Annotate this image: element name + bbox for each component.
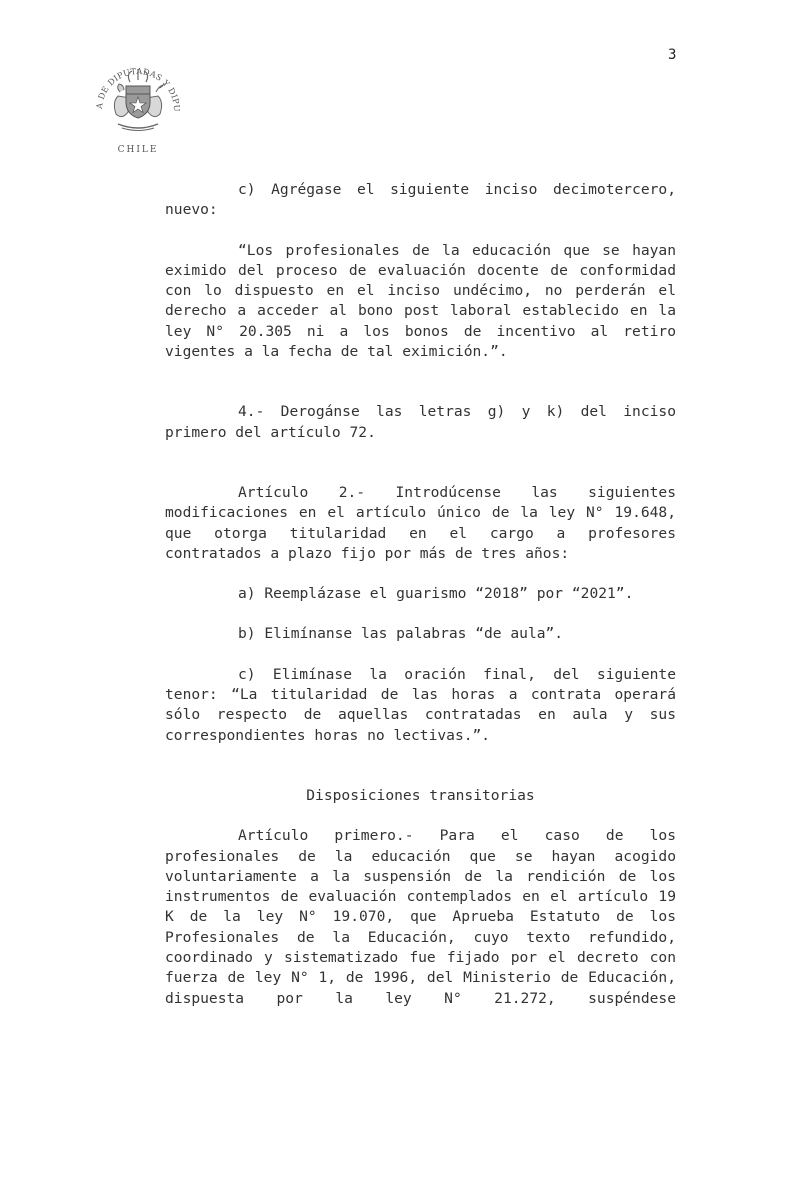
paragraph-letter-c-agregase: c) Agrégase el siguiente inciso decimotercero, nuevo:: [165, 181, 676, 219]
paragraph-letter-c-eliminase: c) Elimínase la oración final, del siguiente tenor: “La titularidad de las horas a contrata operará sólo respecto de aquellas contratadas en aula y sus correspondientes horas no lectivas.”.: [165, 665, 676, 744]
seal-bottom-text: CHILE: [117, 145, 159, 155]
paragraph-inciso-quote: “Los profesionales de la educación que se hayan eximido del proceso de evaluación docente de conformidad con lo dispuesto en el inciso undécimo, no perderán el derecho a acceder al bono post laboral establecido en la ley N° 20.305 ni a los bonos de incentivo al retiro vigentes a la fecha de tal eximición.”.: [165, 241, 676, 361]
chamber-seal: [88, 52, 188, 158]
paragraph-articulo-primero: Artículo primero.- Para el caso de los profesionales de la educación que se hayan acogido voluntariamente a la suspensión de la rendición de los instrumentos de evaluación contemplados en el artículo 19 K de la ley N° 19.070, que Aprueba Estatuto de los Profesionales de la Educación, cuyo texto refundido, coordinado y sistematizado fue fijado por el decreto con fuerza de ley N° 1, de 1996, del Ministerio de Educación, dispuesta por la ley N° 21.272, suspéndese: [165, 827, 676, 1007]
seal-arc-text: A DE DIPUTADAS Y DIPU: [93, 65, 183, 113]
paragraph-articulo-2: Artículo 2.- Introdúcense las siguientes modificaciones en el artículo único de la ley N° 19.648, que otorga titularidad en el cargo a profesores contratados a plazo fijo por más de tres años:: [165, 483, 676, 562]
paragraph-letter-a: a) Reemplázase el guarismo “2018” por “2021”.: [238, 585, 634, 603]
chilean-coat-of-arms-icon: [88, 52, 188, 158]
document-body: [165, 180, 676, 1009]
section-heading: Disposiciones transitorias: [306, 786, 535, 804]
page-number: 3: [668, 47, 677, 63]
paragraph-point-4: 4.- Derogánse las letras g) y k) del inciso primero del artículo 72.: [165, 403, 676, 441]
paragraph-letter-b: b) Elimínanse las palabras “de aula”.: [238, 625, 564, 643]
